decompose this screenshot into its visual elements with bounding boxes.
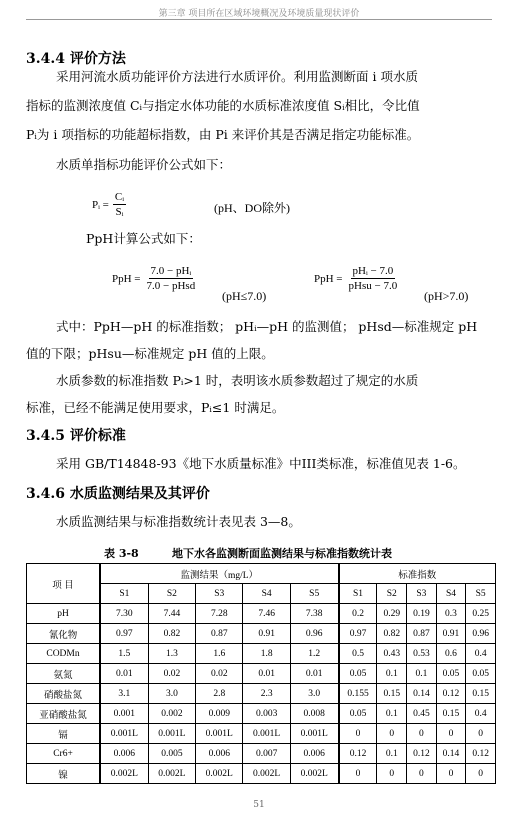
monitor-value-cell: 0.001L [243,724,290,744]
index-value-cell: 0 [377,724,407,744]
index-value-cell: 0 [339,764,377,784]
page-number: 51 [253,800,265,810]
monitor-value-cell: 0.002L [100,764,148,784]
monitor-value-cell: 0.91 [243,624,290,644]
monitor-group-header: 监测结果（mg/L） [100,564,339,584]
monitor-value-cell: 1.2 [290,644,338,664]
paragraph-line: Pᵢ为 i 项指标的功能超标指数，由 Pi 来评价其是否满足指定功能标准。 [26,127,420,142]
index-value-cell: 0.43 [377,644,407,664]
row-label: CODMn [27,644,101,664]
header-divider [26,19,492,20]
index-value-cell: 0.5 [339,644,377,664]
monitor-value-cell: 7.44 [148,604,195,624]
table-body [27,604,496,784]
monitor-value-cell: 3.1 [100,684,148,704]
index-value-cell: 0.14 [407,684,437,704]
monitor-value-cell: 0.002L [243,764,290,784]
table-row [27,644,496,664]
table-caption-number: 表 3-8 [104,547,139,560]
index-value-cell: 0 [466,724,496,744]
monitor-value-cell: 0.003 [243,704,290,724]
monitor-value-cell: 1.8 [243,644,290,664]
formula-ppH-high [314,264,399,293]
fraction-denominator: Sᵢ [115,206,124,218]
monitor-value-cell: 7.38 [290,604,338,624]
table-caption-title: 地下水各监测断面监测结果与标准指数统计表 [172,547,392,560]
column-header: S1 [339,584,377,604]
monitor-value-cell: 1.5 [100,644,148,664]
table-row [27,664,496,684]
monitor-value-cell: 0.008 [290,704,338,724]
index-value-cell: 0.12 [407,744,437,764]
monitor-value-cell: 7.28 [196,604,243,624]
index-value-cell: 0.91 [436,624,466,644]
index-value-cell: 0 [466,764,496,784]
monitor-value-cell: 0.002L [196,764,243,784]
index-value-cell: 0.05 [339,704,377,724]
row-label: 硝酸盐氮 [27,684,101,704]
paragraph-line: PpH计算公式如下： [86,231,201,246]
fraction [145,264,198,293]
index-value-cell: 0.155 [339,684,377,704]
row-label: pH [27,604,101,624]
monitor-value-cell: 0.007 [243,744,290,764]
index-value-cell: 0.15 [377,684,407,704]
monitor-value-cell: 3.0 [290,684,338,704]
fraction [347,264,400,293]
column-header: S4 [436,584,466,604]
formula-note: (pH、DO除外) [214,201,290,215]
monitor-value-cell: 1.3 [148,644,195,664]
index-value-cell: 0.1 [377,744,407,764]
index-value-cell: 0.1 [407,664,437,684]
monitor-value-cell: 0.01 [243,664,290,684]
paragraph-line: 采用河流水质功能评价方法进行水质评价。利用监测断面 i 项水质 [56,69,418,84]
monitor-value-cell: 0.002L [148,764,195,784]
index-value-cell: 0.45 [407,704,437,724]
monitor-value-cell: 2.3 [243,684,290,704]
item-header: 项 目 [27,564,101,604]
index-value-cell: 0.12 [436,684,466,704]
monitor-value-cell: 0.001L [196,724,243,744]
monitor-value-cell: 0.009 [196,704,243,724]
monitor-value-cell: 3.0 [148,684,195,704]
index-value-cell: 0 [436,764,466,784]
index-value-cell: 0.19 [407,604,437,624]
index-value-cell: 0.05 [339,664,377,684]
row-label: 镉 [27,724,101,744]
table-row [27,684,496,704]
index-value-cell: 0.29 [377,604,407,624]
table-row [27,704,496,724]
section-heading-344: 3.4.4 评价方法 [26,51,126,67]
monitor-value-cell: 0.01 [290,664,338,684]
index-value-cell: 0.53 [407,644,437,664]
monitor-value-cell: 2.8 [196,684,243,704]
table-row [27,724,496,744]
monitor-value-cell: 7.30 [100,604,148,624]
table-row [27,624,496,644]
row-label: 镍 [27,764,101,784]
table-row [27,604,496,624]
index-value-cell: 0.3 [436,604,466,624]
monitor-value-cell: 0.82 [148,624,195,644]
formula-condition: (pH>7.0) [424,289,469,303]
column-header: S2 [377,584,407,604]
paragraph-line: 水质监测结果与标准指数统计表见表 3—8。 [56,514,301,529]
index-value-cell: 0.6 [436,644,466,664]
formula-condition: (pH≤7.0) [222,289,267,303]
monitor-value-cell: 0.02 [148,664,195,684]
monitor-value-cell: 0.001 [100,704,148,724]
paragraph-line: 式中：PpH—pH 的标准指数； pHᵢ—pH 的监测值； pHsd—标准规定 pH [56,319,478,334]
index-value-cell: 0 [407,724,437,744]
monitor-value-cell: 0.02 [196,664,243,684]
index-value-cell: 0.2 [339,604,377,624]
paragraph-line: 水质单指标功能评价公式如下： [56,157,232,172]
row-label: 氰化物 [27,624,101,644]
index-value-cell: 0.25 [466,604,496,624]
index-value-cell: 0 [436,724,466,744]
index-value-cell: 0.97 [339,624,377,644]
monitoring-results-table [26,563,496,784]
paragraph-line: 标准，已经不能满足使用要求，Pᵢ≤1 时满足。 [26,400,285,415]
index-value-cell: 0.05 [466,664,496,684]
index-group-header: 标准指数 [339,564,496,584]
fraction-numerator: 7.0 − pHᵢ [150,265,192,277]
index-value-cell: 0.1 [377,704,407,724]
paragraph-line: 水质参数的标准指数 Pᵢ>1 时，表明该水质参数超过了规定的水质 [56,373,419,388]
monitor-value-cell: 7.46 [243,604,290,624]
column-header: S2 [148,584,195,604]
column-header: S5 [290,584,338,604]
paragraph-line: 指标的监测浓度值 Cᵢ与指定水体功能的水质标准浓度值 Sᵢ相比，令比值 [26,98,420,113]
formula-lhs: PpH = [314,272,343,285]
table-header-row [27,564,496,584]
index-value-cell: 0.05 [436,664,466,684]
table-row [27,764,496,784]
index-value-cell: 0.12 [466,744,496,764]
column-header: S1 [100,584,148,604]
row-label: Cr6+ [27,744,101,764]
index-value-cell: 0.14 [436,744,466,764]
monitor-value-cell: 0.005 [148,744,195,764]
monitor-value-cell: 1.6 [196,644,243,664]
index-value-cell: 0.4 [466,644,496,664]
index-value-cell: 0.1 [377,664,407,684]
column-header: S3 [407,584,437,604]
monitor-value-cell: 0.001L [100,724,148,744]
column-header: S5 [466,584,496,604]
row-label: 氨氮 [27,664,101,684]
monitor-value-cell: 0.001L [290,724,338,744]
section-heading-346: 3.4.6 水质监测结果及其评价 [26,486,210,502]
monitor-value-cell: 0.006 [290,744,338,764]
monitor-value-cell: 0.96 [290,624,338,644]
monitor-value-cell: 0.87 [196,624,243,644]
paragraph-line: 采用 GB/T14848-93《地下水质量标准》中III类标准，标准值见表 1-6。 [56,456,466,471]
section-heading-345: 3.4.5 评价标准 [26,428,126,444]
index-value-cell: 0.15 [436,704,466,724]
fraction-numerator: pHᵢ − 7.0 [352,265,394,277]
formula-lhs: Pᵢ = [92,198,109,211]
monitor-value-cell: 0.002 [148,704,195,724]
monitor-value-cell: 0.01 [100,664,148,684]
table-row [27,744,496,764]
index-value-cell: 0.15 [466,684,496,704]
formula-pi [92,190,126,219]
fraction-denominator: pHsu − 7.0 [348,280,398,292]
monitor-value-cell: 0.97 [100,624,148,644]
formula-ppH-low [112,264,197,293]
index-value-cell: 0 [377,764,407,784]
column-header: S4 [243,584,290,604]
index-value-cell: 0.4 [466,704,496,724]
index-value-cell: 0.96 [466,624,496,644]
column-header: S3 [196,584,243,604]
page-header: 第三章 项目所在区域环境概况及环境质量现状评价 [158,9,360,19]
index-value-cell: 0 [407,764,437,784]
monitor-value-cell: 0.006 [100,744,148,764]
index-value-cell: 0.12 [339,744,377,764]
row-label: 亚硝酸盐氮 [27,704,101,724]
fraction-numerator: Cᵢ [114,191,125,203]
monitor-value-cell: 0.006 [196,744,243,764]
monitor-value-cell: 0.002L [290,764,338,784]
monitor-value-cell: 0.001L [148,724,195,744]
index-value-cell: 0 [339,724,377,744]
paragraph-line: 值的下限；pHsu—标准规定 pH 值的上限。 [26,346,274,361]
index-value-cell: 0.87 [407,624,437,644]
fraction-denominator: 7.0 − pHsd [146,280,196,292]
formula-lhs: PpH = [112,272,141,285]
index-value-cell: 0.82 [377,624,407,644]
fraction [113,190,126,219]
